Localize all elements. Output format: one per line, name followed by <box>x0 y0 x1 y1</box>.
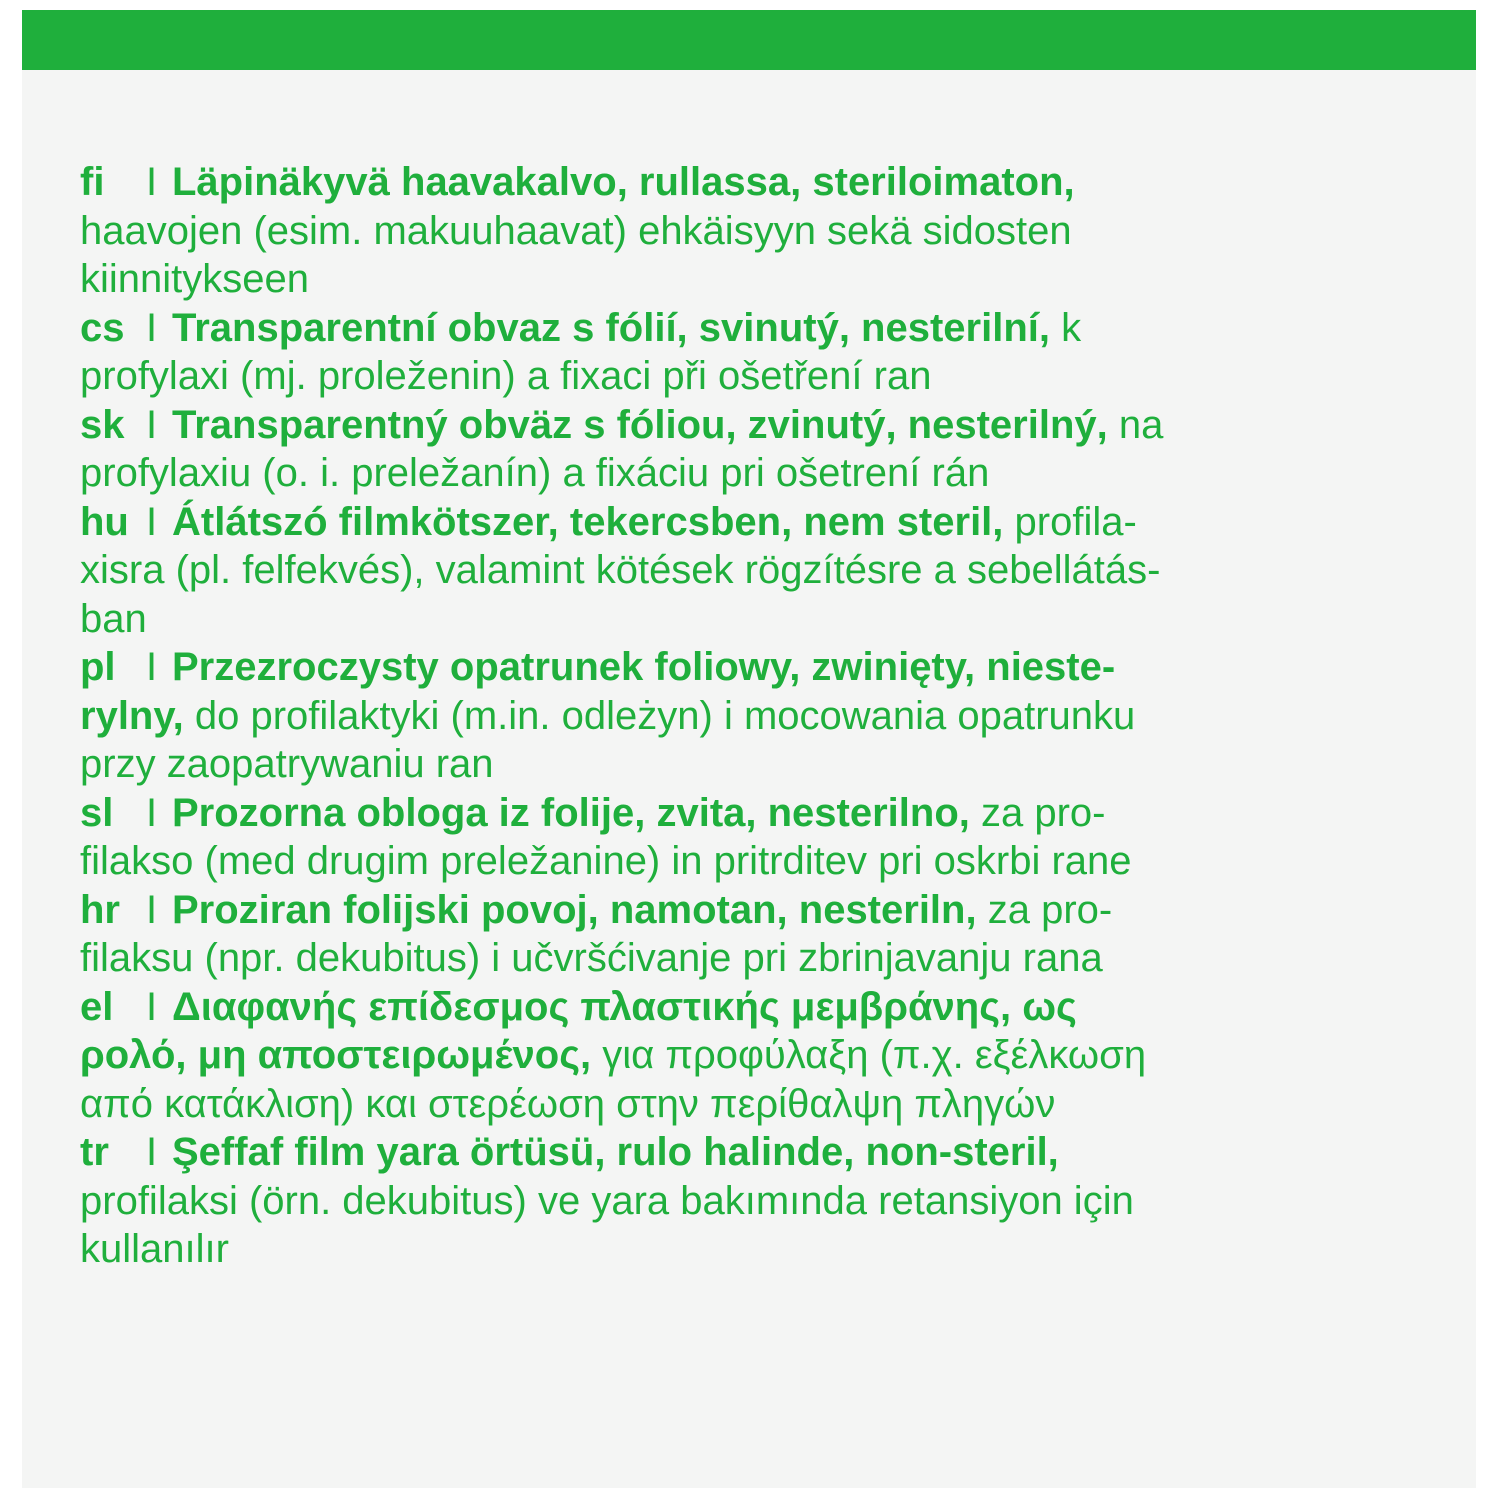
product-title: Şeffaf film yara örtüsü, rulo halinde, non-steril, <box>172 1130 1059 1174</box>
product-title: Proziran folijski povoj, namotan, nesteriln, <box>172 887 977 932</box>
separator: I <box>146 160 158 204</box>
entry-line: haavojen (esim. makuuhaavat) ehkäisyyn sekä sidosten <box>80 208 1072 253</box>
language-code: sl <box>80 790 114 835</box>
product-title: Przezroczysty opatrunek foliowy, zwinięty, nieste- <box>172 645 1116 689</box>
entry-pl <box>80 643 1460 789</box>
entry-line <box>80 1128 1460 1177</box>
entry-line: kiinnitykseen <box>80 257 310 301</box>
description-text: na <box>1107 402 1164 447</box>
entry-line <box>80 643 1460 692</box>
entry-line: xisra (pl. felfekvés), valamint kötések rögzítésre a sebellátás- <box>80 548 1161 592</box>
description-text: profila- <box>1003 499 1137 544</box>
entry-line: ban <box>80 596 147 641</box>
separator: I <box>146 887 158 932</box>
entry-line <box>80 983 1460 1032</box>
language-code: hu <box>80 499 129 544</box>
product-title-continued: ρολό, μη αποστειρωμένος, <box>80 1033 592 1077</box>
description-text: za pro- <box>976 887 1113 932</box>
entry-hr <box>80 886 1460 983</box>
separator: I <box>146 305 158 350</box>
entry-tr <box>80 1128 1460 1274</box>
entry-line <box>80 401 1460 450</box>
product-title: Prozorna obloga iz folije, zvita, nesterilno, <box>172 790 970 835</box>
separator: I <box>146 402 158 447</box>
entry-line <box>80 886 1460 935</box>
separator: I <box>146 1130 158 1174</box>
entry-cs <box>80 304 1460 401</box>
description-text: για προφύλαξη (π.χ. εξέλκωση <box>591 1033 1147 1077</box>
separator: I <box>146 984 158 1029</box>
entry-line <box>80 158 1460 207</box>
language-code: fi <box>80 160 105 204</box>
entry-line: profylaxiu (o. i. preležanín) a fixáciu pri ošetrení rán <box>80 451 990 495</box>
entry-line: profylaxi (mj. proleženin) a fixaci při ošetření ran <box>80 354 932 398</box>
entry-line <box>80 498 1460 547</box>
entry-el <box>80 983 1460 1129</box>
entry-line <box>80 789 1460 838</box>
entry-line: από κατάκλιση) και στερέωση στην περίθαλψη πληγών <box>80 1081 1056 1126</box>
product-title: Transparentný obväz s fóliou, zvinutý, nesterilný, <box>172 402 1108 447</box>
product-title: Transparentní obvaz s fólií, svinutý, nesterilní, <box>172 305 1050 350</box>
language-code: hr <box>80 887 120 932</box>
product-title: Läpinäkyvä haavakalvo, rullassa, steriloimaton, <box>172 160 1075 204</box>
description-text: k <box>1050 305 1082 350</box>
entry-line: filakso (med drugim preležanine) in pritrditev pri oskrbi rane <box>80 839 1132 883</box>
entry-line: filaksu (npr. dekubitus) i učvršćivanje pri zbrinjavanju rana <box>80 936 1103 980</box>
description-text: za pro- <box>969 790 1106 835</box>
entry-sk <box>80 401 1460 498</box>
language-code: sk <box>80 402 125 447</box>
multilingual-description <box>80 158 1460 1274</box>
entry-line: profilaksi (örn. dekubitus) ve yara bakımında retansiyon için <box>80 1178 1134 1223</box>
entry-line <box>80 1031 1460 1080</box>
description-text: do profilaktyki (m.in. odleżyn) i mocowania opatrunku <box>183 693 1136 738</box>
entry-line <box>80 692 1460 741</box>
separator: I <box>146 790 158 835</box>
language-code: el <box>80 984 114 1029</box>
entry-hu <box>80 498 1460 644</box>
language-code: cs <box>80 305 125 350</box>
green-header-band <box>22 10 1476 70</box>
entry-line: przy zaopatrywaniu ran <box>80 742 494 786</box>
label-panel <box>22 10 1476 1488</box>
entry-line: kullanılır <box>80 1227 229 1271</box>
language-code: tr <box>80 1130 109 1174</box>
entry-fi <box>80 158 1460 304</box>
separator: I <box>146 499 158 544</box>
separator: I <box>146 645 158 689</box>
product-title: Διαφανής επίδεσμος πλαστικής μεμβράνης, ως <box>172 984 1077 1029</box>
product-title: Átlátszó filmkötszer, tekercsben, nem steril, <box>172 499 1004 544</box>
entry-sl <box>80 789 1460 886</box>
entry-line <box>80 304 1460 353</box>
language-code: pl <box>80 645 116 689</box>
product-title-continued: rylny, <box>80 693 184 738</box>
